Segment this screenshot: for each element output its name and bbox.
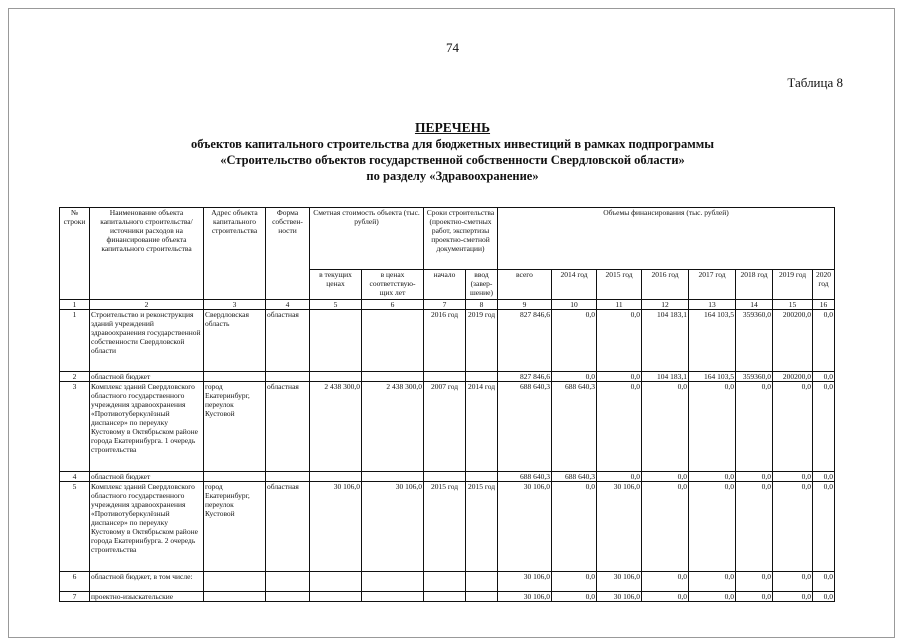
table-cell [310, 572, 362, 592]
table-cell [310, 592, 362, 602]
table-cell: 200200,0 [773, 310, 813, 372]
table-cell [310, 372, 362, 382]
table-cell: Свердловская область [204, 310, 266, 372]
table-cell: 688 640,3 [498, 382, 552, 472]
table-cell: 0,0 [597, 382, 642, 472]
table-cell: 0,0 [597, 310, 642, 372]
table-cell [310, 310, 362, 372]
table-cell: 3 [60, 382, 90, 472]
table-cell: 0,0 [552, 482, 597, 572]
table-cell: 2 438 300,0 [310, 382, 362, 472]
col-number: 8 [466, 300, 498, 310]
table-cell [266, 572, 310, 592]
table-row [60, 310, 835, 372]
table-cell [424, 472, 466, 482]
table-cell: 2014 год [466, 382, 498, 472]
header-year-2016: 2016 год [642, 270, 689, 300]
table-cell: 0,0 [736, 382, 773, 472]
table-cell: 30 106,0 [362, 482, 424, 572]
table-cell: 0,0 [642, 592, 689, 602]
col-number: 16 [813, 300, 835, 310]
table-cell: 0,0 [813, 592, 835, 602]
table-cell: областная [266, 310, 310, 372]
header-ownership: Форма собствен-ности [266, 208, 310, 300]
table-cell: 0,0 [597, 472, 642, 482]
table-cell: 0,0 [689, 472, 736, 482]
table-label: Таблица 8 [787, 75, 843, 90]
table-cell: 827 846,6 [498, 372, 552, 382]
column-number-row [60, 300, 835, 310]
table-cell: 0,0 [736, 592, 773, 602]
col-number: 3 [204, 300, 266, 310]
table-cell: областная [266, 382, 310, 472]
table-cell [466, 372, 498, 382]
table-cell: областная [266, 482, 310, 572]
header-row-number: № строки [60, 208, 90, 300]
table-cell: проектно-изыскательские [90, 592, 204, 602]
investment-table [59, 207, 835, 602]
col-number: 2 [90, 300, 204, 310]
header-estimated-cost: Сметная стоимость объекта (тыс. рублей) [310, 208, 424, 270]
table-cell: 30 106,0 [498, 482, 552, 572]
header-year-prices: в ценах соответствую-щих лет [362, 270, 424, 300]
table-cell: 30 106,0 [597, 572, 642, 592]
table-cell: областной бюджет, в том числе: [90, 572, 204, 592]
table-cell: 2016 год [424, 310, 466, 372]
table-cell: 0,0 [773, 482, 813, 572]
col-number: 6 [362, 300, 424, 310]
header-object-name: Наименование объекта капитального строительства/ источники расходов на финансирование объекта капитального строительства [90, 208, 204, 300]
table-cell [466, 472, 498, 482]
table-cell [204, 472, 266, 482]
header-address: Адрес объекта капитального строительства [204, 208, 266, 300]
table-row [60, 592, 835, 602]
table-cell: Комплекс зданий Свердловского областного государственного учреждения здравоохранения «Противотуберкулёзный диспансер» по переулку Кустовому в Октябрьском районе города Екатеринбурга. 2 очередь строительства [90, 482, 204, 572]
header-year-2014: 2014 год [552, 270, 597, 300]
table-cell: 0,0 [552, 372, 597, 382]
table-cell [466, 592, 498, 602]
table-cell: 827 846,6 [498, 310, 552, 372]
page-number: 74 [446, 40, 459, 55]
table-cell [362, 310, 424, 372]
table-row [60, 372, 835, 382]
table-cell [266, 472, 310, 482]
table-cell [204, 592, 266, 602]
table-cell: 0,0 [813, 472, 835, 482]
table-cell: 688 640,3 [552, 472, 597, 482]
document-title [0, 120, 905, 184]
table-cell: 30 106,0 [310, 482, 362, 572]
table-cell: 0,0 [689, 382, 736, 472]
col-number: 15 [773, 300, 813, 310]
table-cell: 7 [60, 592, 90, 602]
table-cell: 104 183,1 [642, 372, 689, 382]
table-row [60, 482, 835, 572]
table-cell [424, 592, 466, 602]
table-cell: областной бюджет [90, 372, 204, 382]
table-cell: 164 103,5 [689, 310, 736, 372]
table-cell [362, 372, 424, 382]
table-cell: 0,0 [773, 572, 813, 592]
table-cell [362, 572, 424, 592]
table-cell: 30 106,0 [597, 592, 642, 602]
table-cell [204, 572, 266, 592]
table-cell: 0,0 [689, 482, 736, 572]
title-line-2: объектов капитального строительства для бюджетных инвестиций в рамках подпрограммы [190, 137, 715, 151]
table-row [60, 472, 835, 482]
table-cell [362, 592, 424, 602]
table-cell: 6 [60, 572, 90, 592]
table-cell [424, 572, 466, 592]
table-cell: 0,0 [813, 382, 835, 472]
title-line-3: «Строительство объектов государственной собственности Свердловской области» [220, 153, 685, 167]
col-number: 11 [597, 300, 642, 310]
table-cell: 0,0 [552, 592, 597, 602]
table-cell: 200200,0 [773, 372, 813, 382]
table-cell: 2 [60, 372, 90, 382]
header-year-2017: 2017 год [689, 270, 736, 300]
table-cell [266, 592, 310, 602]
header-financing: Объемы финансирования (тыс. рублей) [498, 208, 835, 270]
title-line-1: ПЕРЕЧЕНЬ [414, 120, 491, 135]
header-construction-dates: Сроки строительства (проектно-сметных работ, экспертизы проектно-сметной документации) [424, 208, 498, 270]
table-cell: 1 [60, 310, 90, 372]
table-row [60, 382, 835, 472]
header-total: всего [498, 270, 552, 300]
table-cell: областной бюджет [90, 472, 204, 482]
table-cell: 0,0 [813, 310, 835, 372]
header-year-2015: 2015 год [597, 270, 642, 300]
title-line-4: по разделу «Здравоохранение» [366, 169, 539, 183]
table-cell: 0,0 [642, 472, 689, 482]
table-cell: 0,0 [813, 372, 835, 382]
table-cell: 0,0 [642, 482, 689, 572]
table-cell: 0,0 [773, 382, 813, 472]
table-cell: 0,0 [773, 472, 813, 482]
table-cell [466, 572, 498, 592]
table-cell: 2 438 300,0 [362, 382, 424, 472]
col-number: 9 [498, 300, 552, 310]
table-cell: 30 106,0 [498, 592, 552, 602]
table-cell [204, 372, 266, 382]
header-year-2020: 2020 год [813, 270, 835, 300]
col-number: 12 [642, 300, 689, 310]
table-cell [362, 472, 424, 482]
table-cell: 0,0 [813, 572, 835, 592]
header-completion: ввод (завер-шение) [466, 270, 498, 300]
header-year-2019: 2019 год [773, 270, 813, 300]
table-body [60, 310, 835, 602]
table-cell: 30 106,0 [597, 482, 642, 572]
table-cell: 2015 год [466, 482, 498, 572]
table-cell [266, 372, 310, 382]
table-cell: 0,0 [552, 572, 597, 592]
table-cell: город Екатеринбург, переулок Кустовой [204, 382, 266, 472]
table-cell: 4 [60, 472, 90, 482]
header-start: начало [424, 270, 466, 300]
table-cell: 164 103,5 [689, 372, 736, 382]
col-number: 4 [266, 300, 310, 310]
col-number: 5 [310, 300, 362, 310]
table-cell: 688 640,3 [552, 382, 597, 472]
col-number: 14 [736, 300, 773, 310]
table-row [60, 572, 835, 592]
table-cell: 0,0 [689, 572, 736, 592]
table-cell: 2019 год [466, 310, 498, 372]
col-number: 1 [60, 300, 90, 310]
col-number: 13 [689, 300, 736, 310]
header-row-1 [60, 208, 835, 270]
table-cell [424, 372, 466, 382]
table-cell: Строительство и реконструкция зданий учреждений здравоохранения государственной собственности Свердловской области [90, 310, 204, 372]
table-cell: 30 106,0 [498, 572, 552, 592]
table-cell: город Екатеринбург, переулок Кустовой [204, 482, 266, 572]
table-cell: 2015 год [424, 482, 466, 572]
table-cell: 0,0 [642, 572, 689, 592]
col-number: 10 [552, 300, 597, 310]
table-cell: 0,0 [813, 482, 835, 572]
table-cell: 0,0 [736, 572, 773, 592]
table-cell: 0,0 [597, 372, 642, 382]
table-cell: 0,0 [689, 592, 736, 602]
table-cell: 359360,0 [736, 372, 773, 382]
table-cell [310, 472, 362, 482]
table-cell: 0,0 [773, 592, 813, 602]
table-cell: 2007 год [424, 382, 466, 472]
header-year-2018: 2018 год [736, 270, 773, 300]
header-current-prices: в текущих ценах [310, 270, 362, 300]
table-cell: 688 640,3 [498, 472, 552, 482]
table-cell: 0,0 [642, 382, 689, 472]
table-cell: Комплекс зданий Свердловского областного государственного учреждения здравоохранения «Противотуберкулёзный диспансер» по переулку Кустовому в Октябрьском районе города Екатеринбурга. 1 очередь строительства [90, 382, 204, 472]
table-cell: 0,0 [736, 482, 773, 572]
table-cell: 0,0 [736, 472, 773, 482]
col-number: 7 [424, 300, 466, 310]
table-cell: 104 183,1 [642, 310, 689, 372]
table-cell: 5 [60, 482, 90, 572]
table-cell: 359360,0 [736, 310, 773, 372]
table-cell: 0,0 [552, 310, 597, 372]
